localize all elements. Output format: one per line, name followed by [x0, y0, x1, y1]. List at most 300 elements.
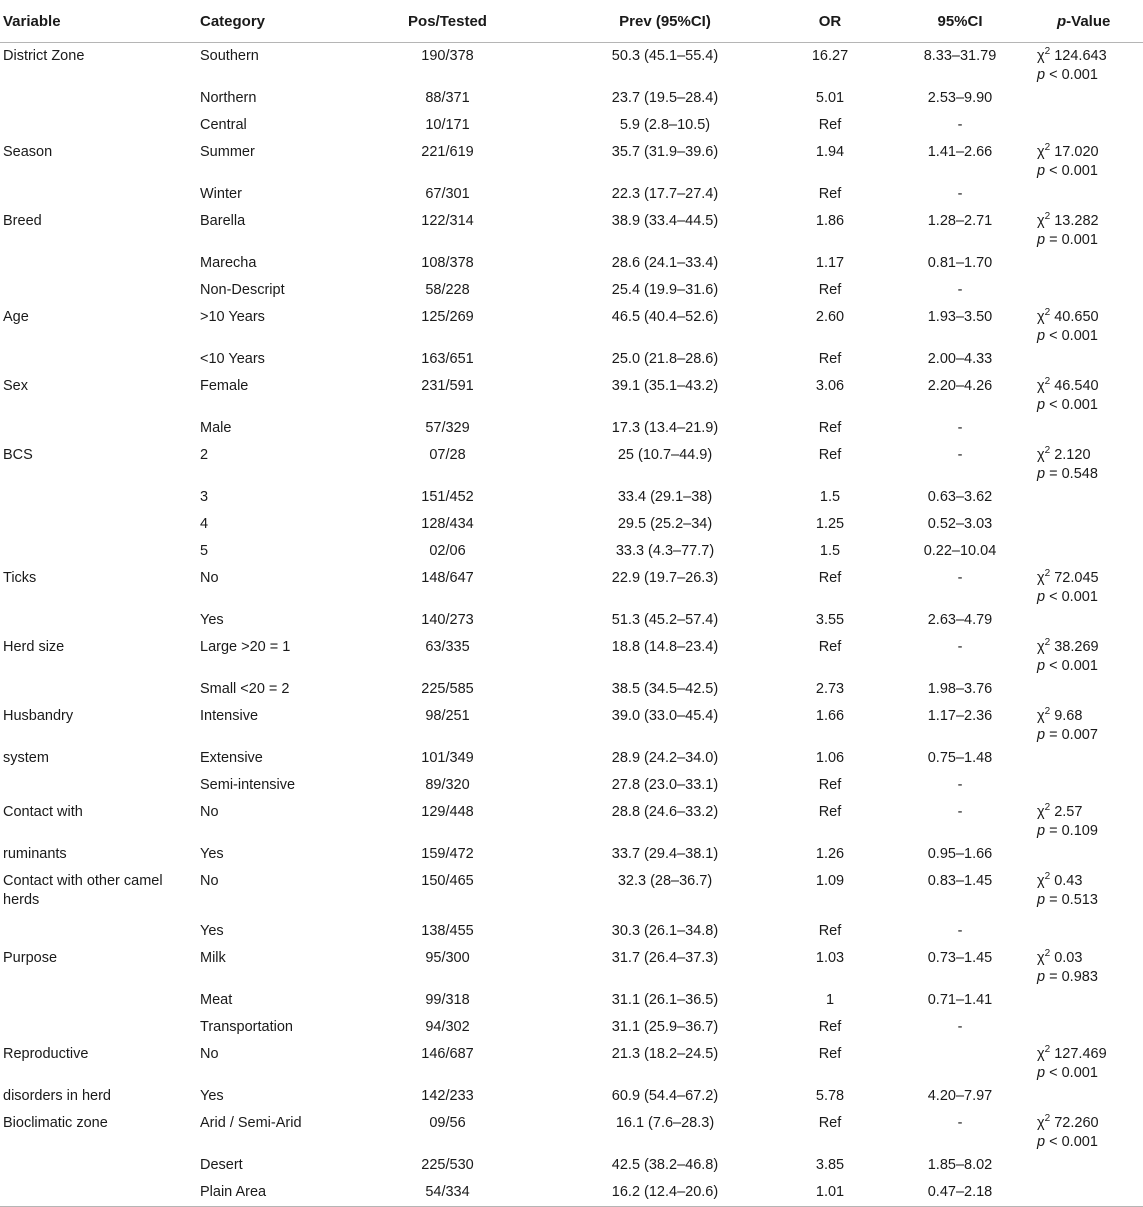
- cell-category-text: Intensive: [200, 708, 259, 724]
- cell-or: [775, 208, 885, 250]
- chi-square-stat: $\chi^2$ 17.020: [1037, 142, 1099, 160]
- cell-pos-tested: [340, 415, 555, 442]
- cell-variable-text: District Zone: [3, 48, 85, 64]
- cell-prev-text: 21.3 (18.2–24.5): [611, 1046, 719, 1062]
- cell-pos-tested: [340, 703, 555, 745]
- cell-p-value: [1035, 987, 1143, 1014]
- p-value-wrap: [1037, 1014, 1143, 1018]
- cell-prev: [555, 772, 775, 799]
- cell-prev: [555, 304, 775, 346]
- cell-pos-tested: [340, 1110, 555, 1152]
- cell-prev: [555, 139, 775, 181]
- cell-variable: [0, 85, 200, 112]
- cell-variable: [0, 945, 200, 987]
- table-row: [0, 987, 1143, 1014]
- cell-prev: [555, 1083, 775, 1110]
- cell-prev: [555, 112, 775, 139]
- cell-or: [775, 139, 885, 181]
- cell-or: [775, 538, 885, 565]
- cell-prev-text: 22.9 (19.7–26.3): [611, 570, 719, 586]
- cell-or-text: Ref: [818, 186, 842, 202]
- cell-category-text: Northern: [200, 90, 257, 106]
- cell-p-value: [1035, 85, 1143, 112]
- cell-category: [200, 277, 340, 304]
- cell-pos-tested-text: 142/233: [421, 1088, 474, 1104]
- p-value-text: p = 0.001: [1037, 232, 1098, 248]
- table-row: [0, 208, 1143, 250]
- chi-square-stat: $\chi^2$ 72.260: [1037, 1113, 1099, 1131]
- cell-category: [200, 85, 340, 112]
- cell-variable-text: Ticks: [3, 570, 37, 586]
- cell-ci: [885, 634, 1035, 676]
- cell-variable-text: Sex: [3, 378, 28, 394]
- cell-variable-text: Contact with: [3, 804, 83, 820]
- p-value-wrap: [1037, 703, 1143, 745]
- cell-category-text: No: [200, 873, 219, 889]
- chi-square-stat: $\chi^2$ 72.045: [1037, 568, 1099, 586]
- cell-pos-tested: [340, 918, 555, 945]
- cell-prev-text: 33.3 (4.3–77.7): [615, 543, 715, 559]
- cell-category: [200, 868, 340, 918]
- table-row: [0, 772, 1143, 799]
- cell-p-value: [1035, 208, 1143, 250]
- cell-variable: [0, 304, 200, 346]
- cell-variable-text: Bioclimatic zone: [3, 1115, 108, 1131]
- cell-pos-tested-text: 108/378: [421, 255, 474, 271]
- cell-variable-text: [3, 112, 200, 116]
- cell-ci-text: -: [957, 282, 963, 298]
- cell-ci-text: 0.73–1.45: [927, 950, 993, 966]
- cell-pos-tested: [340, 1041, 555, 1083]
- cell-prev-text: 38.9 (33.4–44.5): [611, 213, 719, 229]
- cell-variable-text: Breed: [3, 213, 42, 229]
- cell-prev: [555, 346, 775, 373]
- cell-pos-tested-text: 190/378: [421, 48, 474, 64]
- cell-pos-tested: [340, 772, 555, 799]
- cell-or-text: 3.85: [815, 1157, 845, 1173]
- cell-category: [200, 1110, 340, 1152]
- p-value-wrap: [1037, 918, 1143, 922]
- cell-category: [200, 1041, 340, 1083]
- cell-or: [775, 43, 885, 86]
- cell-or: [775, 676, 885, 703]
- cell-or: [775, 442, 885, 484]
- cell-p-value: [1035, 1014, 1143, 1041]
- cell-variable: [0, 565, 200, 607]
- cell-prev: [555, 799, 775, 841]
- cell-ci: [885, 484, 1035, 511]
- cell-variable-text: [3, 346, 200, 350]
- p-value-wrap: [1037, 415, 1143, 419]
- cell-ci: [885, 1041, 1035, 1083]
- table-row: [0, 85, 1143, 112]
- cell-variable-text: [3, 1179, 200, 1183]
- cell-category-text: Small <20 = 2: [200, 681, 290, 697]
- cell-pos-tested-text: 58/228: [425, 282, 470, 298]
- cell-category-text: Male: [200, 420, 232, 436]
- cell-ci: [885, 772, 1035, 799]
- cell-or: [775, 772, 885, 799]
- cell-category-text: Semi-intensive: [200, 777, 296, 793]
- cell-prev-text: 31.1 (26.1–36.5): [611, 992, 719, 1008]
- cell-variable: [0, 1110, 200, 1152]
- cell-prev: [555, 841, 775, 868]
- table-row: [0, 139, 1143, 181]
- cell-or: [775, 987, 885, 1014]
- cell-p-value: [1035, 565, 1143, 607]
- chi-square-stat: $\chi^2$ 124.643: [1037, 46, 1107, 64]
- cell-p-value: [1035, 799, 1143, 841]
- cell-category-text: 2: [200, 447, 209, 463]
- cell-or-text: Ref: [818, 570, 842, 586]
- cell-variable: [0, 139, 200, 181]
- cell-category: [200, 208, 340, 250]
- cell-category-text: No: [200, 1046, 219, 1062]
- cell-variable-text: BCS: [3, 447, 33, 463]
- p-value-wrap: [1037, 43, 1143, 85]
- cell-prev-text: 22.3 (17.7–27.4): [611, 186, 719, 202]
- cell-or-text: Ref: [818, 351, 842, 367]
- cell-pos-tested-text: 225/530: [421, 1157, 474, 1173]
- cell-or: [775, 634, 885, 676]
- cell-prev-text: 25 (10.7–44.9): [617, 447, 713, 463]
- cell-ci-text: -: [957, 186, 963, 202]
- cell-variable-text: [3, 1014, 200, 1018]
- cell-pos-tested: [340, 1152, 555, 1179]
- cell-ci: [885, 373, 1035, 415]
- cell-ci-text: -: [957, 923, 963, 939]
- cell-or-text: 1.26: [815, 846, 845, 862]
- cell-variable: [0, 1179, 200, 1207]
- cell-pos-tested: [340, 85, 555, 112]
- cell-variable: [0, 703, 200, 745]
- cell-p-value: [1035, 304, 1143, 346]
- cell-prev: [555, 868, 775, 918]
- cell-or-text: 1.66: [815, 708, 845, 724]
- cell-category: [200, 538, 340, 565]
- cell-prev: [555, 511, 775, 538]
- p-value-text: p < 0.001: [1037, 658, 1098, 674]
- cell-or: [775, 1014, 885, 1041]
- table-row: [0, 346, 1143, 373]
- cell-variable-text: Age: [3, 309, 29, 325]
- cell-or-text: 1.94: [815, 144, 845, 160]
- cell-variable: [0, 1083, 200, 1110]
- p-value-wrap: [1037, 484, 1143, 488]
- cell-category: [200, 250, 340, 277]
- p-value-text: p = 0.007: [1037, 727, 1098, 743]
- cell-p-value: [1035, 442, 1143, 484]
- cell-prev-text: 27.8 (23.0–33.1): [611, 777, 719, 793]
- cell-or: [775, 484, 885, 511]
- cell-variable-text: [3, 484, 200, 488]
- cell-prev: [555, 1014, 775, 1041]
- cell-p-value: [1035, 1179, 1143, 1207]
- cell-p-value: [1035, 868, 1143, 918]
- cell-category-text: Yes: [200, 1088, 224, 1104]
- chi-square-value: 13.282: [1054, 213, 1099, 229]
- cell-pos-tested: [340, 139, 555, 181]
- cell-ci-text: 0.52–3.03: [927, 516, 993, 532]
- cell-variable: [0, 799, 200, 841]
- table-row: [0, 511, 1143, 538]
- cell-variable-text: ruminants: [3, 846, 67, 862]
- chi-square-stat: $\chi^2$ 0.43: [1037, 871, 1083, 889]
- cell-ci-text: -: [957, 447, 963, 463]
- cell-prev: [555, 987, 775, 1014]
- chi-square-value: 2.57: [1054, 804, 1083, 820]
- cell-pos-tested: [340, 511, 555, 538]
- cell-pos-tested: [340, 841, 555, 868]
- cell-p-value: [1035, 43, 1143, 86]
- p-value-text: p = 0.983: [1037, 969, 1098, 985]
- cell-category: [200, 745, 340, 772]
- cell-variable: [0, 181, 200, 208]
- cell-ci-text: 0.47–2.18: [927, 1184, 993, 1200]
- cell-ci-text: 4.20–7.97: [927, 1088, 993, 1104]
- cell-pos-tested-text: 07/28: [429, 447, 466, 463]
- cell-variable: [0, 208, 200, 250]
- p-value-text: p < 0.001: [1037, 328, 1098, 344]
- chi-square-value: 9.68: [1054, 708, 1083, 724]
- table-row: [0, 676, 1143, 703]
- cell-variable: [0, 868, 200, 918]
- cell-variable-text: [3, 607, 200, 611]
- cell-pos-tested-text: 02/06: [429, 543, 466, 559]
- cell-or: [775, 250, 885, 277]
- cell-p-value: [1035, 373, 1143, 415]
- cell-prev-text: 39.0 (33.0–45.4): [611, 708, 719, 724]
- table-row: [0, 415, 1143, 442]
- cell-or-text: 2.73: [815, 681, 845, 697]
- cell-p-value: [1035, 1041, 1143, 1083]
- cell-pos-tested-text: 10/171: [425, 117, 470, 133]
- cell-or: [775, 607, 885, 634]
- cell-category: [200, 415, 340, 442]
- cell-pos-tested: [340, 277, 555, 304]
- cell-prev-text: 16.1 (7.6–28.3): [615, 1115, 715, 1131]
- cell-pos-tested-text: 122/314: [421, 213, 474, 229]
- cell-prev: [555, 745, 775, 772]
- cell-pos-tested-text: 63/335: [425, 639, 470, 655]
- cell-category: [200, 1179, 340, 1207]
- cell-variable: [0, 511, 200, 538]
- cell-category: [200, 181, 340, 208]
- cell-or: [775, 1152, 885, 1179]
- cell-variable-text: [3, 415, 200, 419]
- cell-ci-text: 0.95–1.66: [927, 846, 993, 862]
- cell-pos-tested-text: 88/371: [425, 90, 470, 106]
- cell-or: [775, 511, 885, 538]
- cell-or-text: 16.27: [811, 48, 849, 64]
- cell-pos-tested: [340, 112, 555, 139]
- cell-variable-text: Husbandry: [3, 708, 74, 724]
- cell-ci: [885, 607, 1035, 634]
- cell-ci-text: 2.63–4.79: [927, 612, 993, 628]
- cell-pos-tested-text: 99/318: [425, 992, 470, 1008]
- cell-ci-text: 0.75–1.48: [927, 750, 993, 766]
- cell-pos-tested: [340, 987, 555, 1014]
- table-row: [0, 868, 1143, 918]
- cell-prev: [555, 250, 775, 277]
- cell-or: [775, 918, 885, 945]
- cell-ci: [885, 415, 1035, 442]
- cell-category-text: >10 Years: [200, 309, 265, 325]
- cell-ci: [885, 565, 1035, 607]
- cell-variable-text: [3, 181, 200, 185]
- cell-pos-tested-text: 89/320: [425, 777, 470, 793]
- cell-prev-text: 39.1 (35.1–43.2): [611, 378, 719, 394]
- cell-prev-text: 30.3 (26.1–34.8): [611, 923, 719, 939]
- cell-or: [775, 945, 885, 987]
- p-value-wrap: [1037, 634, 1143, 676]
- cell-category-text: Meat: [200, 992, 233, 1008]
- cell-prev-text: 31.1 (25.9–36.7): [611, 1019, 719, 1035]
- p-value-text: p < 0.001: [1037, 1065, 1098, 1081]
- cell-variable: [0, 442, 200, 484]
- header-pos-tested: Pos/Tested: [340, 0, 555, 43]
- cell-or-text: 5.01: [815, 90, 845, 106]
- p-value-wrap: [1037, 945, 1143, 987]
- cell-ci-text: 2.00–4.33: [927, 351, 993, 367]
- cell-prev: [555, 634, 775, 676]
- cell-or: [775, 1179, 885, 1207]
- cell-category-text: Barella: [200, 213, 246, 229]
- cell-ci-text: -: [957, 1019, 963, 1035]
- cell-category: [200, 1014, 340, 1041]
- cell-category: [200, 565, 340, 607]
- cell-pos-tested-text: 138/455: [421, 923, 474, 939]
- cell-or-text: Ref: [818, 282, 842, 298]
- cell-category: [200, 607, 340, 634]
- table-row: [0, 945, 1143, 987]
- header-p-rest: -Value: [1066, 12, 1111, 30]
- cell-prev: [555, 1041, 775, 1083]
- cell-or-text: 5.78: [815, 1088, 845, 1104]
- cell-ci-text: 8.33–31.79: [923, 48, 997, 64]
- p-value-wrap: [1037, 277, 1143, 281]
- cell-or: [775, 1041, 885, 1083]
- table-row: [0, 250, 1143, 277]
- chi-square-stat: $\chi^2$ 9.68: [1037, 706, 1083, 724]
- p-value-text: p = 0.513: [1037, 892, 1098, 908]
- p-value-wrap: [1037, 208, 1143, 250]
- cell-variable-text: [3, 277, 200, 281]
- cell-or: [775, 565, 885, 607]
- cell-prev: [555, 1152, 775, 1179]
- table-row: [0, 43, 1143, 86]
- cell-or-text: Ref: [818, 804, 842, 820]
- cell-ci-text: 0.81–1.70: [927, 255, 993, 271]
- cell-category-text: Summer: [200, 144, 255, 160]
- cell-prev: [555, 607, 775, 634]
- cell-pos-tested: [340, 945, 555, 987]
- p-value-wrap: [1037, 1083, 1143, 1087]
- cell-category-text: 5: [200, 543, 209, 559]
- chi-square-stat: $\chi^2$ 2.57: [1037, 802, 1083, 820]
- cell-or-text: 1.01: [815, 1184, 845, 1200]
- cell-p-value: [1035, 1083, 1143, 1110]
- cell-prev: [555, 442, 775, 484]
- cell-pos-tested-text: 140/273: [421, 612, 474, 628]
- cell-prev-text: 23.7 (19.5–28.4): [611, 90, 719, 106]
- cell-or: [775, 745, 885, 772]
- cell-variable: [0, 250, 200, 277]
- cell-ci-text: 0.22–10.04: [923, 543, 997, 559]
- cell-category: [200, 373, 340, 415]
- cell-ci-text: 2.53–9.90: [927, 90, 993, 106]
- p-value-wrap: [1037, 181, 1143, 185]
- cell-ci-text: 1.98–3.76: [927, 681, 993, 697]
- cell-p-value: [1035, 277, 1143, 304]
- p-value-wrap: [1037, 538, 1143, 542]
- cell-pos-tested: [340, 43, 555, 86]
- cell-pos-tested-text: 54/334: [425, 1184, 470, 1200]
- cell-pos-tested-text: 146/687: [421, 1046, 474, 1062]
- cell-or: [775, 373, 885, 415]
- cell-prev: [555, 918, 775, 945]
- cell-p-value: [1035, 772, 1143, 799]
- table-row: [0, 484, 1143, 511]
- p-value-wrap: [1037, 442, 1143, 484]
- table-row: [0, 1014, 1143, 1041]
- cell-variable: [0, 1152, 200, 1179]
- cell-variable: [0, 277, 200, 304]
- chi-square-value: 17.020: [1054, 144, 1099, 160]
- cell-category-text: Yes: [200, 612, 224, 628]
- cell-or-text: Ref: [818, 923, 842, 939]
- cell-prev: [555, 484, 775, 511]
- cell-or: [775, 703, 885, 745]
- chi-square-stat: $\chi^2$ 127.469: [1037, 1044, 1107, 1062]
- cell-ci-text: 1.93–3.50: [927, 309, 993, 325]
- cell-ci-text: -: [957, 777, 963, 793]
- cell-ci-text: 0.71–1.41: [927, 992, 993, 1008]
- table-row: [0, 1179, 1143, 1207]
- cell-p-value: [1035, 703, 1143, 745]
- cell-variable: [0, 346, 200, 373]
- cell-variable-text: [3, 676, 200, 680]
- p-value-wrap: [1037, 676, 1143, 680]
- cell-p-value: [1035, 181, 1143, 208]
- cell-ci: [885, 703, 1035, 745]
- cell-ci: [885, 538, 1035, 565]
- cell-pos-tested: [340, 565, 555, 607]
- cell-category: [200, 841, 340, 868]
- cell-category-text: Plain Area: [200, 1184, 267, 1200]
- cell-category: [200, 918, 340, 945]
- cell-ci-text: 1.17–2.36: [927, 708, 993, 724]
- cell-pos-tested: [340, 607, 555, 634]
- cell-category-text: Non-Descript: [200, 282, 285, 298]
- cell-or-text: 1.03: [815, 950, 845, 966]
- cell-prev-text: 25.4 (19.9–31.6): [611, 282, 719, 298]
- cell-category: [200, 634, 340, 676]
- cell-p-value: [1035, 945, 1143, 987]
- cell-ci: [885, 1152, 1035, 1179]
- cell-prev-text: 25.0 (21.8–28.6): [611, 351, 719, 367]
- table-row: [0, 1041, 1143, 1083]
- chi-square-stat: $\chi^2$ 40.650: [1037, 307, 1099, 325]
- header-or: OR: [775, 0, 885, 43]
- cell-category: [200, 112, 340, 139]
- cell-pos-tested: [340, 373, 555, 415]
- cell-or-text: Ref: [818, 1019, 842, 1035]
- cell-category: [200, 703, 340, 745]
- cell-category-text: Extensive: [200, 750, 263, 766]
- cell-pos-tested: [340, 634, 555, 676]
- cell-ci: [885, 511, 1035, 538]
